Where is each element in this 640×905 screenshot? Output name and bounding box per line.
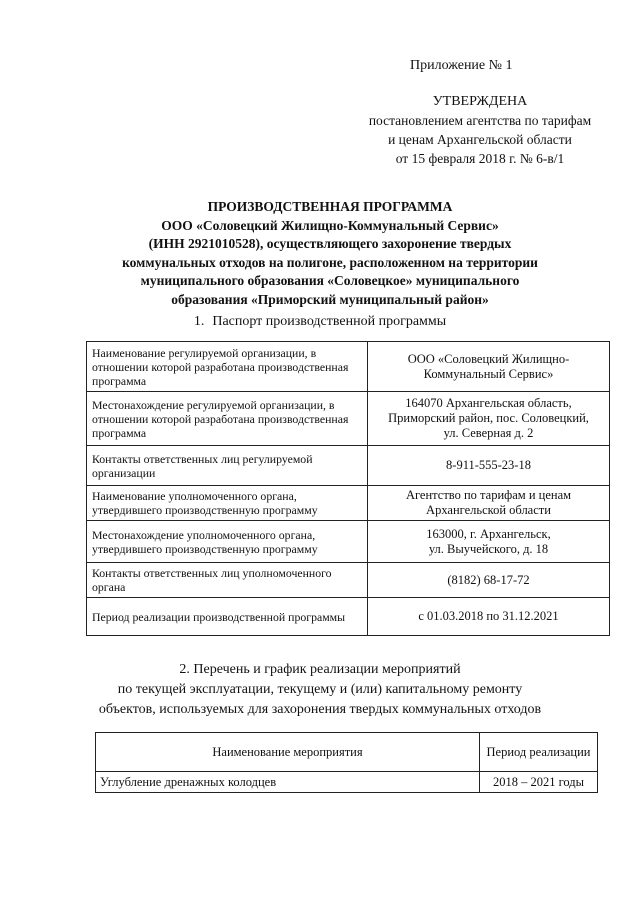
section2-line: 2. Перечень и график реализации мероприятий xyxy=(179,662,461,677)
passport-value xyxy=(368,486,610,521)
passport-value xyxy=(368,342,610,392)
approved-label: УТВЕРЖДЕНА xyxy=(432,94,528,109)
value-line: Архангельской области xyxy=(426,503,551,517)
approval-line: постановлением агентства по тарифам xyxy=(368,113,592,128)
table-row xyxy=(96,772,598,793)
section2-line: объектов, используемых для захоронения твердых коммунальных отходов xyxy=(98,702,542,717)
table-row xyxy=(87,392,610,446)
table-row xyxy=(87,446,610,486)
appendix-number: Приложение № 1 xyxy=(410,58,513,73)
passport-label: Местонахождение уполномоченного органа, утвердившего производственную программу xyxy=(87,521,368,563)
table-row xyxy=(87,521,610,563)
passport-label: Период реализации производственной программы xyxy=(87,598,368,636)
section1-heading xyxy=(0,314,640,330)
table-header-row xyxy=(96,733,598,772)
approval-line: и ценам Архангельской области xyxy=(388,132,572,147)
value-line: ул. Выучейского, д. 18 xyxy=(428,541,549,556)
column-header: Период реализации xyxy=(480,733,598,772)
value-line: ул. Северная д. 2 xyxy=(443,426,534,440)
title-line: образования «Приморский муниципальный район» xyxy=(171,291,489,307)
value-line: Агентство по тарифам и ценам xyxy=(405,488,572,502)
section1-number: 1. xyxy=(193,314,205,329)
passport-label: Наименование уполномоченного органа, утвердившего производственную программу xyxy=(87,486,368,521)
section1-title: Паспорт производственной программы xyxy=(212,314,447,329)
title-line: ПРОИЗВОДСТВЕННАЯ ПРОГРАММА xyxy=(207,199,453,214)
document-title xyxy=(80,198,580,309)
value-line: 164070 Архангельская область, xyxy=(405,396,572,410)
table-row xyxy=(87,486,610,521)
approval-block xyxy=(335,92,625,168)
value-line: (8182) 68-17-72 xyxy=(447,572,530,587)
passport-label: Контакты ответственных лиц уполномоченного органа xyxy=(87,563,368,598)
value-line: 163000, г. Архангельск, xyxy=(426,526,551,541)
passport-value xyxy=(368,563,610,598)
activity-name: Углубление дренажных колодцев xyxy=(96,772,480,793)
section2-line: по текущей эксплуатации, текущему и (или) капитальному ремонту xyxy=(117,682,523,697)
passport-value xyxy=(368,446,610,486)
title-line: коммунальных отходов на полигоне, расположенном на территории xyxy=(122,254,538,270)
table-row xyxy=(87,563,610,598)
approval-line: от 15 февраля 2018 г. № 6-в/1 xyxy=(395,151,565,166)
table-row xyxy=(87,342,610,392)
passport-label: Контакты ответственных лиц регулируемой организации xyxy=(87,446,368,486)
value-line: ООО «Соловецкий Жилищно- xyxy=(407,351,570,366)
title-line: (ИНН 2921010528), осуществляющего захоронение твердых xyxy=(148,236,512,251)
section2-heading xyxy=(0,660,640,720)
passport-label: Местонахождение регулируемой организации, в отношении которой разработана производственная программа xyxy=(87,392,368,446)
value-line: Коммунальный Сервис» xyxy=(423,366,554,381)
passport-value xyxy=(368,392,610,446)
activities-table xyxy=(95,732,598,793)
table-row xyxy=(87,598,610,636)
title-line: ООО «Соловецкий Жилищно-Коммунальный Сервис» xyxy=(161,217,499,233)
passport-label: Наименование регулируемой организации, в отношении которой разработана производственная программа xyxy=(87,342,368,392)
column-header: Наименование мероприятия xyxy=(96,733,480,772)
passport-table xyxy=(86,341,610,636)
title-line: муниципального образования «Соловецкое» муниципального xyxy=(140,273,520,288)
value-line: с 01.03.2018 по 31.12.2021 xyxy=(418,609,559,623)
passport-value xyxy=(368,598,610,636)
activity-period: 2018 – 2021 годы xyxy=(480,772,598,793)
passport-value xyxy=(368,521,610,563)
value-line: Приморский район, пос. Соловецкий, xyxy=(388,411,589,425)
value-line: 8-911-555-23-18 xyxy=(446,458,531,472)
